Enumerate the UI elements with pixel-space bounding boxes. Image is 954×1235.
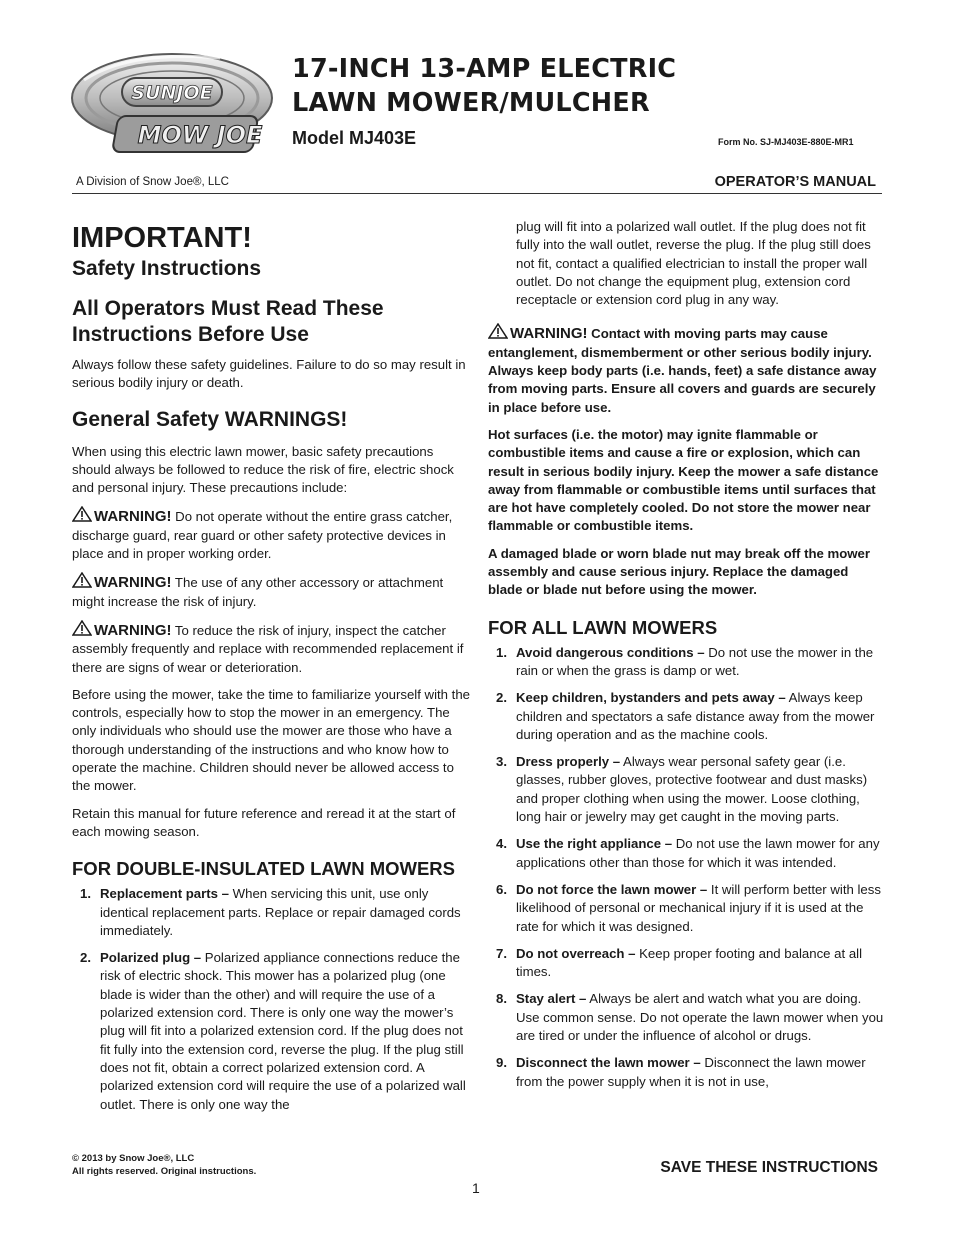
logo-sunjoe-text: SUNJOE [131,82,213,104]
warning-triangle-icon [72,506,92,522]
warning-label: WARNING! [94,508,172,526]
form-number: Form No. SJ-MJ403E-880E-MR1 [718,137,854,147]
hot-surfaces-paragraph: Hot surfaces (i.e. the motor) may ignite flammable or combustible items and cause a fire or explosion, which can result in serious bodily injury. Keep the mower a safe distance away from flammable or combustible items until surfaces that are hot have completely cooled. Do not store the mower near flammable or combustible items. [488,426,879,534]
intro-paragraph: Always follow these safety guidelines. Failure to do so may result in serious bodily injury or death. [72,357,466,391]
item-number: 3. [496,754,507,770]
list-item [72,949,470,1114]
list-item [488,881,884,936]
damaged-blade-paragraph: A damaged blade or worn blade nut may break off the mower assembly and cause serious injury. Replace the damaged blade or blade nut before using the mower. [488,545,871,598]
warning-text: The use of any other accessory or attachment might increase the risk of injury. [72,575,444,609]
save-instructions: SAVE THESE INSTRUCTIONS [660,1159,878,1176]
item-number: 1. [80,886,91,902]
item-text: Do not use the lawn mower for any applications other than those for which it was intended. [516,836,880,870]
item-text: Always keep children and spectators a safe distance away from the mower during operation and as the machine cools. [516,690,875,742]
warning-label: WARNING! [94,621,172,639]
list-item [72,885,470,940]
warning-label: WARNING! [510,325,588,343]
logo-mowjoe-text: MOW JOE [137,121,263,149]
item-lead: Keep children, bystanders and pets away – [516,690,786,706]
list-item [488,990,884,1045]
item-text: Always wear personal safety gear (i.e. glasses, rubber gloves, protective footwear and dust masks) and proper clothing when using the mower. Loose clothing, long hair or jewelry may get caught in the moving parts. [516,754,868,825]
item-lead: Do not force the lawn mower – [516,881,708,897]
document-title [292,52,676,120]
item-text: It will perform better with less likelihood of personal or mechanical injury if it is used at the rate for which it was designed. [516,881,881,934]
copyright-notice [72,1153,256,1178]
item-text: Polarized appliance connections reduce the risk of electric shock. This mower has a polarized plug (one blade is wider than the other) and will require the use of a polarized extension cord. There is only one way the mower’s plug will fit into a polarized extension cord. If the plug does not fit fully into the extension cord, reverse the plug. If the plug still does not fit, obtain a correct polarized extension cord. A polarized extension cord will require the use of a polarized wall outlet. There is only one way the [100,950,466,1112]
page-number: 1 [472,1180,480,1196]
item-lead: Do not overreach – [516,945,636,961]
manual-type: OPERATOR’S MANUAL [714,174,876,190]
item-number: 2. [496,690,507,706]
all-lawn-mowers-heading: FOR ALL LAWN MOWERS [488,616,718,638]
familiarize-paragraph: Before using the mower, take the time to familiarize yourself with the controls, especially how to stop the mower in an emergency. The only individuals who should use the mower are those who have a thorough understanding of the instructions and who know how to operate the machine. Children should never be allowed access to the mower. [72,686,471,794]
item-lead: Replacement parts – [100,886,229,902]
list-item [488,1054,884,1091]
warning-label: WARNING! [94,574,172,592]
retain-paragraph: Retain this manual for future reference and reread it at the start of each mowing season. [72,805,456,839]
warning-text: To reduce the risk of injury, inspect the catcher assembly frequently and replace with recommended replacement if there are signs of wear or deterioration. [72,622,464,675]
warning-grass-catcher [72,506,470,563]
item-lead: Dress properly – [516,754,621,770]
item-number: 8. [496,991,507,1007]
warning-text: Do not operate without the entire grass catcher, discharge guard, rear guard or other safety protective devices in place and in proper working order. [72,509,453,562]
warning-text: Contact with moving parts may cause entanglement, dismemberment or other serious bodily injury. Always keep body parts (i.e. hands, feet) a safe distance away from moving parts. Ensure all covers and guards are securely in place before use. [488,326,877,415]
item-number: 6. [496,881,507,897]
list-item [488,753,884,826]
general-warnings-heading: General Safety WARNINGS! [72,407,348,431]
list-item [488,835,884,872]
right-column [488,218,884,1100]
division-text: A Division of Snow Joe®, LLC [76,176,229,188]
item-text: Keep proper footing and balance at all times. [516,945,863,980]
double-insulated-list [72,885,470,1114]
sunjoe-mowjoe-logo [70,50,275,160]
item-lead: Use the right appliance – [516,836,673,852]
item-number: 9. [496,1055,507,1071]
important-heading: IMPORTANT! [72,222,252,254]
polarized-plug-continued: plug will fit into a polarized wall outlet. If the plug does not fit fully into the wall outlet, reverse the plug. If the plug still does not fit, contact a qualified electrician to install the proper wall outlet. Do not change the equipment plug, extension cord receptacle or extension cord plug in any way. [516,219,871,308]
item-text: When servicing this unit, use only identical replacement parts. Replace or repair damaged cords immediately. [100,886,461,938]
item-lead: Stay alert – [516,991,587,1007]
read-instructions-heading: All Operators Must Read These Instructions Before Use [72,297,384,346]
item-text: Do not use the mower in the rain or when the grass is damp or wet. [516,644,874,678]
double-insulated-heading: FOR DOUBLE-INSULATED LAWN MOWERS [72,858,455,880]
item-text: Disconnect the lawn mower from the power supply when it is not in use, [516,1055,866,1089]
item-lead: Avoid dangerous conditions – [516,644,705,660]
general-paragraph: When using this electric lawn mower, basic safety precautions should always be followed to reduce the risk of fire, electric shock and personal injury. These precautions include: [72,443,454,496]
title-line-2: LAWN MOWER/MULCHER [292,88,650,118]
left-column [72,222,470,1123]
warning-triangle-icon [72,620,92,636]
warning-triangle-icon [488,323,508,339]
warning-triangle-icon [72,572,92,588]
copyright-line-1: © 2013 by Snow Joe®, LLC [72,1153,195,1164]
warning-moving-parts [488,323,884,416]
list-item [488,644,884,681]
item-number: 1. [496,644,507,660]
header-divider [72,193,882,194]
list-item [488,945,884,982]
safety-instructions-heading: Safety Instructions [72,257,262,280]
item-lead: Polarized plug – [100,950,202,966]
all-lawn-mowers-list [488,644,884,1091]
warning-accessory [72,572,470,611]
item-number: 7. [496,945,507,961]
item-number: 2. [80,950,91,966]
copyright-line-2: All rights reserved. Original instructions. [72,1165,257,1177]
list-item [488,689,884,744]
warning-catcher-inspect [72,620,470,677]
title-line-1: 17-INCH 13-AMP ELECTRIC [292,54,677,84]
item-text: Always be alert and watch what you are doing. Use common sense. Do not operate the lawn mower when you are tired or under the influence of alcohol or drugs. [516,991,884,1043]
item-number: 4. [496,836,507,852]
item-lead: Disconnect the lawn mower – [516,1055,701,1071]
model-number: Model MJ403E [292,128,417,148]
